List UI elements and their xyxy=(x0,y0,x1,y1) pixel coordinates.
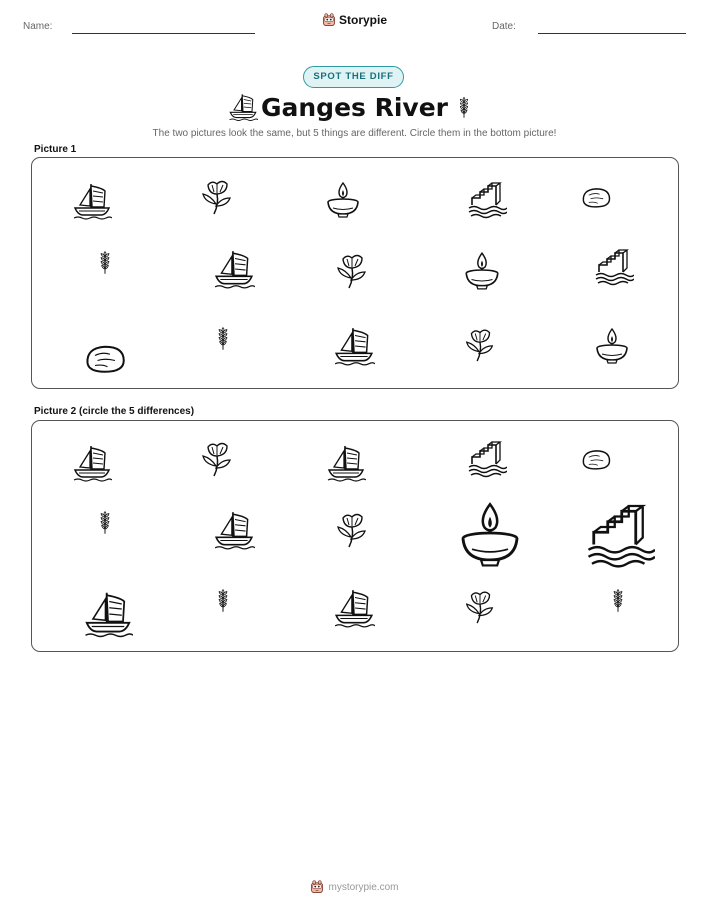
page-footer xyxy=(0,880,709,894)
stone-icon xyxy=(578,179,614,215)
flower-icon xyxy=(197,176,237,216)
boat-icon[interactable] xyxy=(213,509,255,551)
lamp-icon xyxy=(592,325,632,365)
boat-icon[interactable] xyxy=(72,443,112,483)
flower-icon[interactable] xyxy=(461,587,499,625)
instructions: The two pictures look the same, but 5 things are different. Circle them in the bottom picture! xyxy=(152,128,557,139)
steps-icon xyxy=(467,179,507,219)
storypie-mascot-icon xyxy=(322,13,336,27)
picture1-panel xyxy=(31,157,679,389)
lamp-icon xyxy=(323,179,363,219)
steps-icon[interactable] xyxy=(467,438,507,478)
wheat-icon xyxy=(452,92,476,122)
page-header xyxy=(0,0,709,40)
page-title: Ganges River xyxy=(260,93,449,122)
steps-icon[interactable] xyxy=(585,499,655,569)
steps-icon xyxy=(594,246,634,286)
date-field[interactable] xyxy=(538,33,686,34)
stone-icon xyxy=(80,333,130,383)
wheat-icon[interactable] xyxy=(210,587,236,613)
boat-icon[interactable] xyxy=(83,589,133,639)
picture2-label: Picture 2 (circle the 5 differences) xyxy=(34,406,195,417)
flower-icon xyxy=(332,250,372,290)
wheat-icon xyxy=(210,325,236,351)
title-row xyxy=(0,90,709,126)
flower-icon[interactable] xyxy=(197,438,237,478)
flower-icon[interactable] xyxy=(332,509,372,549)
activity-badge: SPOT THE DIFF xyxy=(303,66,404,88)
name-label: Name: xyxy=(23,21,53,32)
date-label: Date: xyxy=(492,21,516,32)
wheat-icon xyxy=(92,249,118,275)
boat-icon[interactable] xyxy=(333,587,375,629)
brand-name: Storypie xyxy=(339,13,388,27)
lamp-icon[interactable] xyxy=(454,497,526,569)
picture1-label: Picture 1 xyxy=(34,144,77,155)
flower-icon xyxy=(461,325,499,363)
boat-icon xyxy=(333,325,375,367)
stone-icon[interactable] xyxy=(578,441,614,477)
storypie-mascot-icon xyxy=(310,880,324,894)
boat-icon xyxy=(213,248,255,290)
lamp-icon xyxy=(461,249,503,291)
wheat-icon[interactable] xyxy=(92,509,118,535)
name-field[interactable] xyxy=(72,33,255,34)
picture2-panel[interactable] xyxy=(31,420,679,652)
brand-logo xyxy=(322,13,387,27)
wheat-icon[interactable] xyxy=(605,587,631,613)
boat-icon xyxy=(72,181,112,221)
boat-icon[interactable] xyxy=(326,443,366,483)
footer-url: mystorypie.com xyxy=(328,881,399,893)
